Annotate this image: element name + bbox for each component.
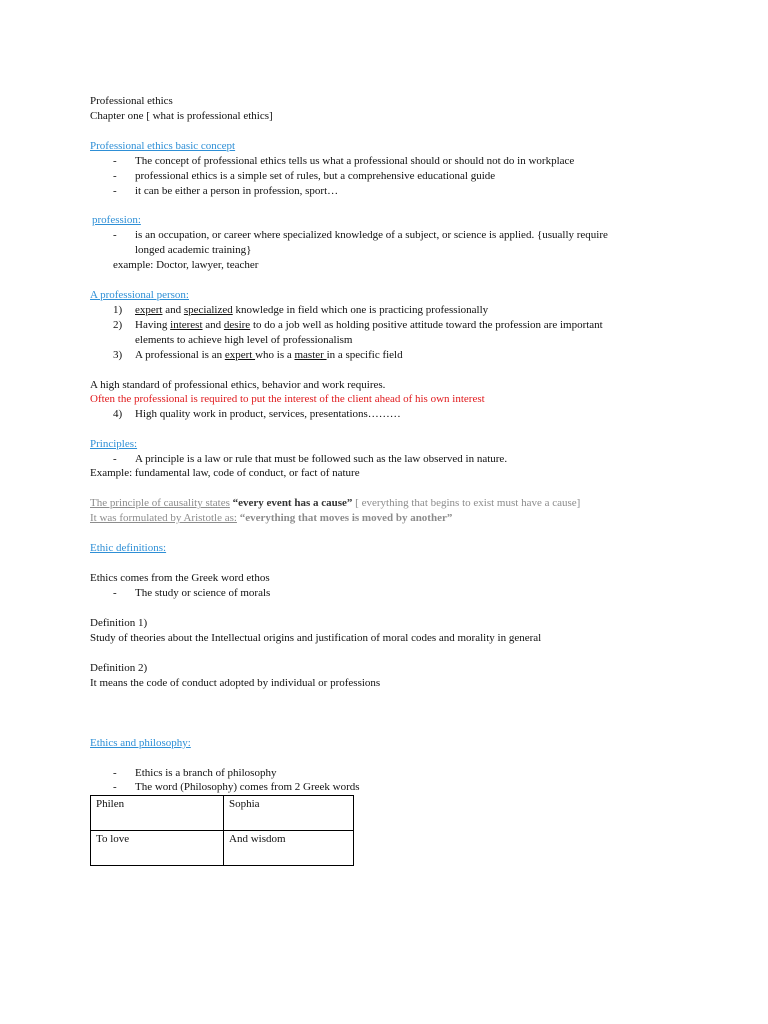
numbered-item: [113, 303, 488, 317]
bullet-item: [113, 586, 270, 600]
definition-2-text: It means the code of conduct adopted by individual or professions: [90, 677, 381, 689]
causality-note: [ everything that begins to exist must have a cause]: [352, 497, 581, 509]
underlined-word: master: [294, 349, 327, 361]
bullet-marker: -: [113, 185, 117, 197]
item-text: knowledge in field which one is practicing professionally: [232, 304, 489, 316]
profession-example: example: Doctor, lawyer, teacher: [113, 259, 259, 271]
underlined-word: specialized: [183, 304, 233, 316]
bullet-marker: -: [113, 587, 117, 599]
causality-quote: “every event has a cause”: [232, 497, 353, 509]
bullet-text: A principle is a law or rule that must be followed such as the law observed in nature.: [135, 453, 508, 465]
greek-words-table: [90, 795, 354, 866]
causality-line: [90, 496, 580, 510]
bullet-item: [113, 780, 360, 794]
bullet-text: The concept of professional ethics tells us what a professional should or should not do in workplace: [135, 155, 575, 167]
client-interest-note: Often the professional is required to put the interest of the client ahead of his own interest: [90, 393, 485, 405]
bullet-item: [113, 766, 276, 780]
table-row: [91, 796, 354, 831]
definition-2-label: Definition 2): [90, 662, 148, 674]
item-text: to do a job well as holding positive attitude toward the profession are important: [250, 319, 603, 331]
bullet-text: Ethics is a branch of philosophy: [135, 767, 277, 779]
underlined-word: desire: [223, 319, 251, 331]
item-number: 3): [113, 349, 123, 361]
aristotle-line: [90, 511, 452, 525]
item-number: 4): [113, 408, 123, 420]
bullet-item: [113, 154, 574, 168]
bullet-marker: -: [113, 229, 117, 241]
document-title: Professional ethics: [90, 95, 173, 107]
numbered-item: [113, 407, 401, 421]
causality-label: The principle of causality states: [90, 497, 230, 509]
table-row: [91, 831, 354, 866]
bullet-marker: -: [113, 781, 117, 793]
bullet-item: [113, 228, 608, 242]
numbered-item: [113, 318, 603, 332]
table-cell: Sophia: [224, 796, 354, 831]
bullet-continuation: longed academic training}: [135, 244, 252, 256]
bullet-item: [113, 452, 507, 466]
item-text: in a specific field: [326, 349, 403, 361]
definition-1-label: Definition 1): [90, 617, 148, 629]
item-number: 2): [113, 319, 123, 331]
table-cell: Philen: [91, 796, 224, 831]
bullet-item: [113, 184, 338, 198]
item-text: A professional is an: [135, 349, 225, 361]
bullet-text: it can be either a person in profession, sport…: [135, 185, 339, 197]
bullet-text: The word (Philosophy) comes from 2 Greek words: [135, 781, 360, 793]
definition-1-text: Study of theories about the Intellectual origins and justification of moral codes and morality in general: [90, 632, 542, 644]
bullet-text: The study or science of morals: [135, 587, 271, 599]
chapter-title: Chapter one [ what is professional ethics]: [90, 110, 273, 122]
item-text: and: [162, 304, 184, 316]
basic-concept-heading: Professional ethics basic concept: [90, 140, 236, 152]
standard-statement: A high standard of professional ethics, behavior and work requires.: [90, 379, 386, 391]
underlined-word: interest: [170, 319, 203, 331]
underlined-word: expert: [224, 349, 256, 361]
profession-heading: profession:: [92, 214, 141, 226]
ethos-origin: Ethics comes from the Greek word ethos: [90, 572, 270, 584]
item-text: and: [202, 319, 224, 331]
numbered-item: [113, 348, 403, 362]
aristotle-label: It was formulated by Aristotle as:: [90, 512, 237, 524]
ethics-philosophy-heading: Ethics and philosophy:: [90, 737, 191, 749]
aristotle-quote: “everything that moves is moved by another”: [236, 512, 453, 524]
bullet-marker: -: [113, 453, 117, 465]
bullet-item: [113, 169, 495, 183]
numbered-item-continuation: elements to achieve high level of professionalism: [135, 334, 353, 346]
bullet-marker: -: [113, 170, 117, 182]
bullet-marker: -: [113, 767, 117, 779]
principles-example: Example: fundamental law, code of conduct, or fact of nature: [90, 467, 360, 479]
item-number: 1): [113, 304, 123, 316]
principles-heading: Principles:: [90, 438, 138, 450]
underlined-word: expert: [135, 304, 163, 316]
item-text: Having: [135, 319, 171, 331]
bullet-text: professional ethics is a simple set of rules, but a comprehensive educational guide: [135, 170, 496, 182]
bullet-marker: -: [113, 155, 117, 167]
item-text: High quality work in product, services, presentations………: [135, 408, 401, 420]
bullet-text: is an occupation, or career where specialized knowledge of a subject, or science is applied. {usually require: [135, 229, 608, 241]
ethic-definitions-heading: Ethic definitions:: [90, 542, 167, 554]
table-cell: To love: [91, 831, 224, 866]
professional-person-heading: A professional person:: [90, 289, 189, 301]
item-text: who is a: [255, 349, 295, 361]
table-cell: And wisdom: [224, 831, 354, 866]
